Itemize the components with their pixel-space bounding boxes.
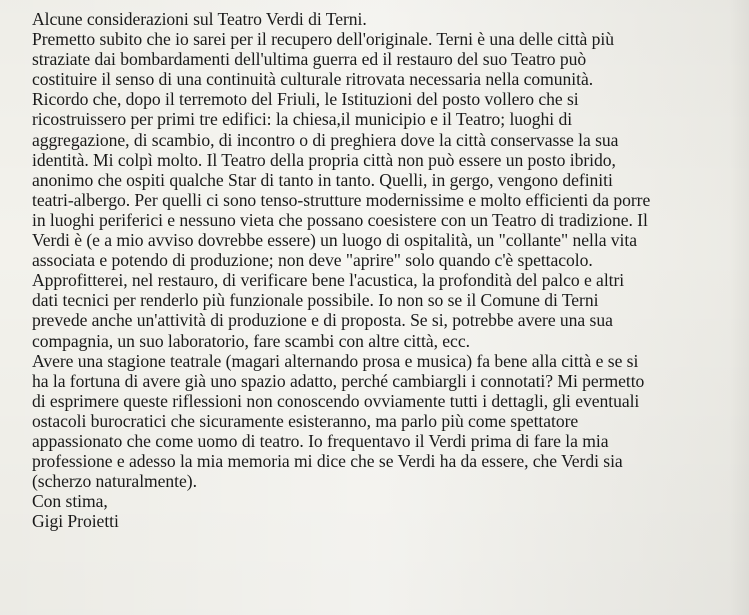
letter-line: dati tecnici per renderlo più funzionale possibile. Io non so se il Comune di Terni bbox=[32, 290, 599, 311]
letter-line: aggregazione, di scambio, di incontro o di preghiera dove la città conservasse la sua bbox=[32, 129, 619, 150]
letter-line: in luoghi periferici e nessuno vieta che possano coesistere con un Teatro di tradizione. Il bbox=[32, 209, 648, 230]
letter-line: prevede anche un'attività di produzione e di proposta. Se si, potrebbe avere una sua bbox=[32, 310, 613, 331]
letter-title: Alcune considerazioni sul Teatro Verdi di Terni. bbox=[32, 9, 367, 29]
letter-body bbox=[32, 9, 748, 531]
letter-line: ha la fortuna di avere già uno spazio adatto, perché cambiargli i connotati? Mi permetto bbox=[32, 370, 645, 391]
letter-line: anonimo che ospiti qualche Star di tanto in tanto. Quelli, in gergo, vengono definiti bbox=[32, 169, 613, 190]
letter-line: ricostruissero per primi tre edifici: la chiesa,il municipio e il Teatro; luoghi di bbox=[32, 109, 573, 130]
letter-line: ostacoli burocratici che sicuramente esisteranno, ma parlo più come spettatore bbox=[32, 410, 579, 431]
letter-line: Avere una stagione teatrale (magari alternando prosa e musica) fa bene alla città e se si bbox=[32, 350, 639, 371]
letter-line: Premetto subito che io sarei per il recupero dell'originale. Terni è una delle città più bbox=[32, 29, 615, 50]
letter-line: professione e adesso la mia memoria mi dice che se Verdi ha da essere, che Verdi sia bbox=[32, 451, 623, 472]
letter-line: identità. Mi colpì molto. Il Teatro della propria città non può essere un posto ibrido, bbox=[32, 149, 616, 170]
letter-line: Verdi è (e a mio avviso dovrebbe essere) un luogo di ospitalità, un "collante" nella vita bbox=[32, 230, 637, 251]
letter-signature: Gigi Proietti bbox=[32, 511, 119, 532]
letter-line: teatri-albergo. Per quelli ci sono tenso-strutture modernissime e molto efficienti da porre bbox=[32, 189, 651, 210]
letter-line: Approfitterei, nel restauro, di verificare bene l'acustica, la profondità del palco e altri bbox=[32, 270, 625, 291]
letter-line: compagnia, un suo laboratorio, fare scambi con altre città, ecc. bbox=[32, 330, 470, 351]
letter-line: (scherzo naturalmente). bbox=[32, 471, 197, 492]
letter-line: di esprimere queste riflessioni non conoscendo ovviamente tutti i dettagli, gli eventuali bbox=[32, 390, 640, 411]
letter-line: appassionato che come uomo di teatro. Io frequentavo il Verdi prima di fare la mia bbox=[32, 430, 609, 451]
letter-line: Ricordo che, dopo il terremoto del Friuli, le Istituzioni del posto vollero che si bbox=[32, 89, 579, 110]
letter-line: associata e potendo di produzione; non deve "aprire" solo quando c'è spettacolo. bbox=[32, 250, 593, 271]
letter-line: straziate dai bombardamenti dell'ultima guerra ed il restauro del suo Teatro può bbox=[32, 49, 587, 70]
letter-closing: Con stima, bbox=[32, 491, 108, 512]
letter-line: costituire il senso di una continuità culturale ritrovata necessaria nella comunità. bbox=[32, 69, 594, 90]
